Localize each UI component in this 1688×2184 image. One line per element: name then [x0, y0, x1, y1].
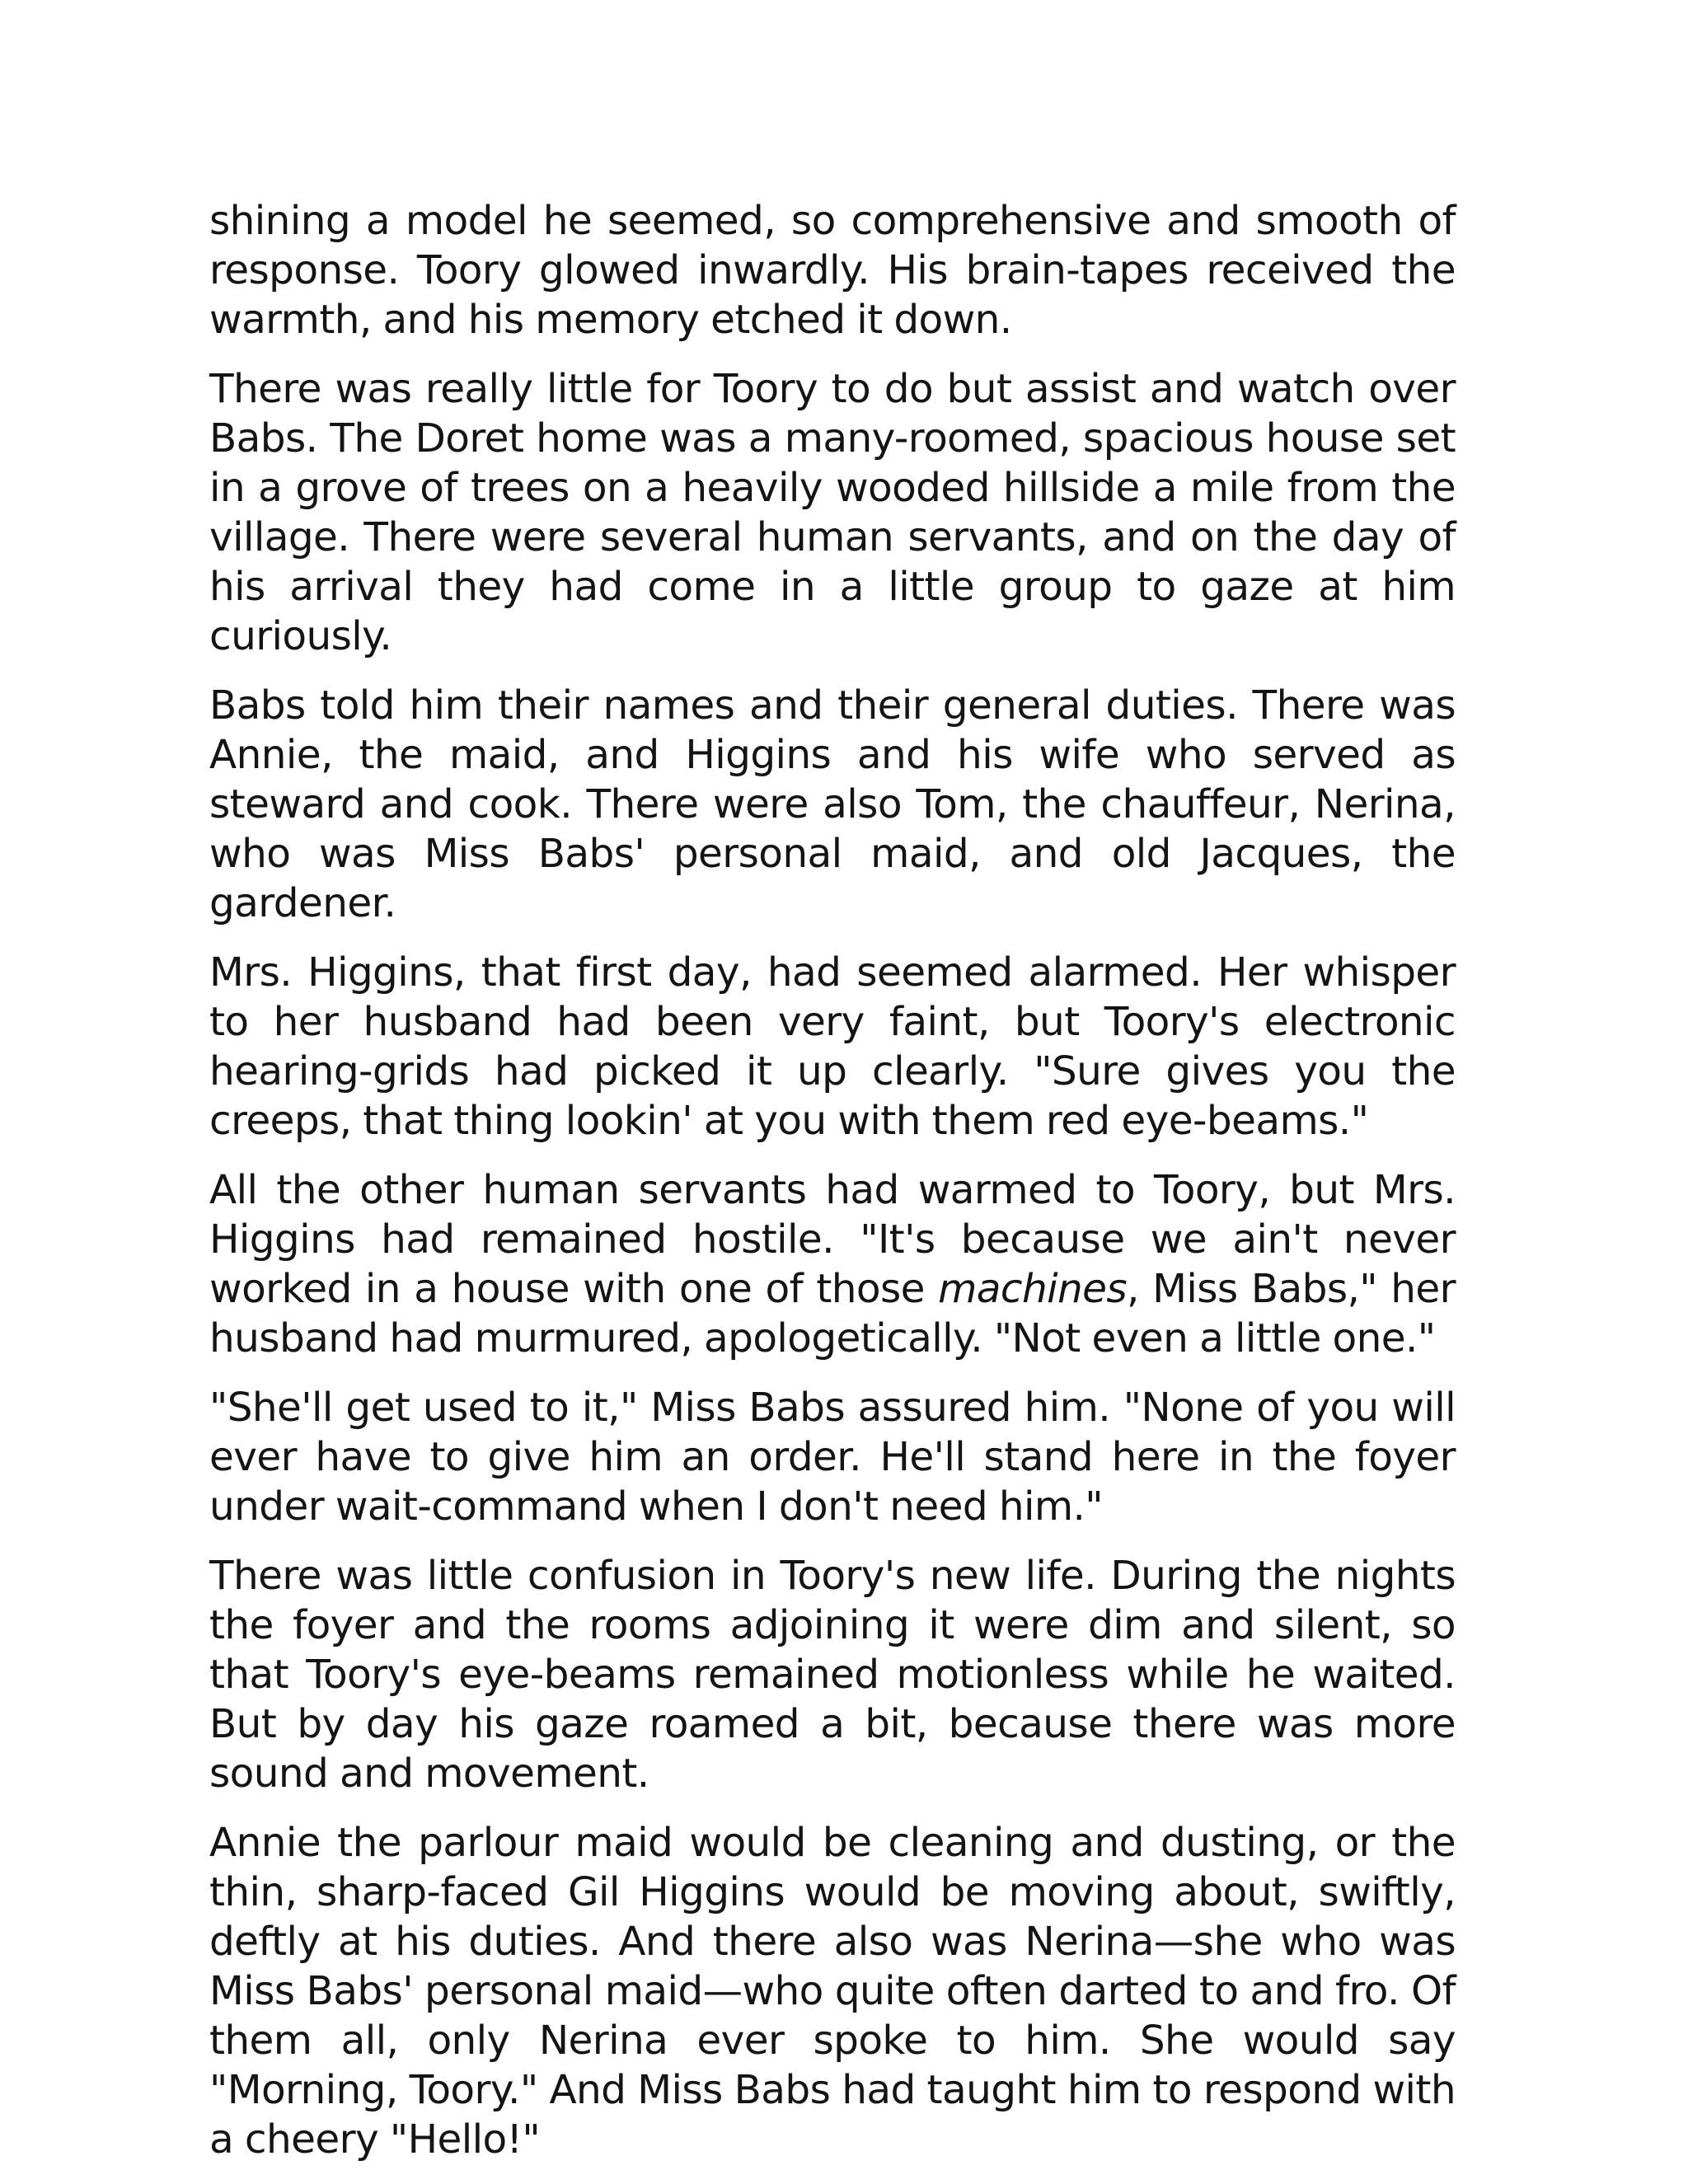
paragraph-7: There was little confusion in Toory's new life. During the nights the foyer and the rooms adjoining it were dim and silent, so that Toory's eye-beams remained motionless while he waited. But by day his gaze roamed a bit, because there was more sound and movement. — [209, 1553, 1456, 1797]
paragraph-5-text-before: All the other human servants had warmed to Toory, but Mrs. Higgins had remained hostile. "It's because we ain't never worked in a house with one of those — [209, 1167, 1456, 1312]
paragraph-3: Babs told him their names and their general duties. There was Annie, the maid, and Higgins and his wife who served as steward and cook. There were also Tom, the chauffeur, Nerina, who was Miss Babs' personal maid, and old Jacques, the gardener. — [209, 682, 1456, 926]
paragraph-8: Annie the parlour maid would be cleaning and dusting, or the thin, sharp-faced Gil Higgins would be moving about, swiftly, deftly at his duties. And there also was Nerina—she who was Miss Babs' personal maid—who quite often darted to and fro. Of them all, only Nerina ever spoke to him. She would say "Morning, Toory." And Miss Babs had taught him to respond with a cheery "Hello!" — [209, 1820, 1456, 2163]
paragraph-5 — [209, 1165, 1456, 1363]
paragraph-6: "She'll get used to it," Miss Babs assured him. "None of you will ever have to give him an order. He'll stand here in the foyer under wait-command when I don't need him." — [209, 1385, 1456, 1530]
paragraph-2: There was really little for Toory to do but assist and watch over Babs. The Doret home was a many-roomed, spacious house set in a grove of trees on a heavily wooded hillside a mile from the village. There were several human servants, and on the day of his arrival they had come in a little group to gaze at him curiously. — [209, 366, 1456, 659]
paragraph-1: shining a model he seemed, so comprehensive and smooth of response. Toory glowed inwardly. His brain-tapes received the warmth, and his memory etched it down. — [209, 198, 1456, 343]
paragraph-4: Mrs. Higgins, that first day, had seemed alarmed. Her whisper to her husband had been very faint, but Toory's electronic hearing-grids had picked it up clearly. "Sure gives you the creeps, that thing lookin' at you with them red eye-beams." — [209, 949, 1456, 1144]
page-body — [209, 196, 1456, 2184]
paragraph-5-italic-word: machines — [938, 1266, 1128, 1312]
paragraph-5-text-after: , Miss Babs," her husband had murmured, apologetically. "Not even a little one." — [209, 1266, 1456, 1361]
